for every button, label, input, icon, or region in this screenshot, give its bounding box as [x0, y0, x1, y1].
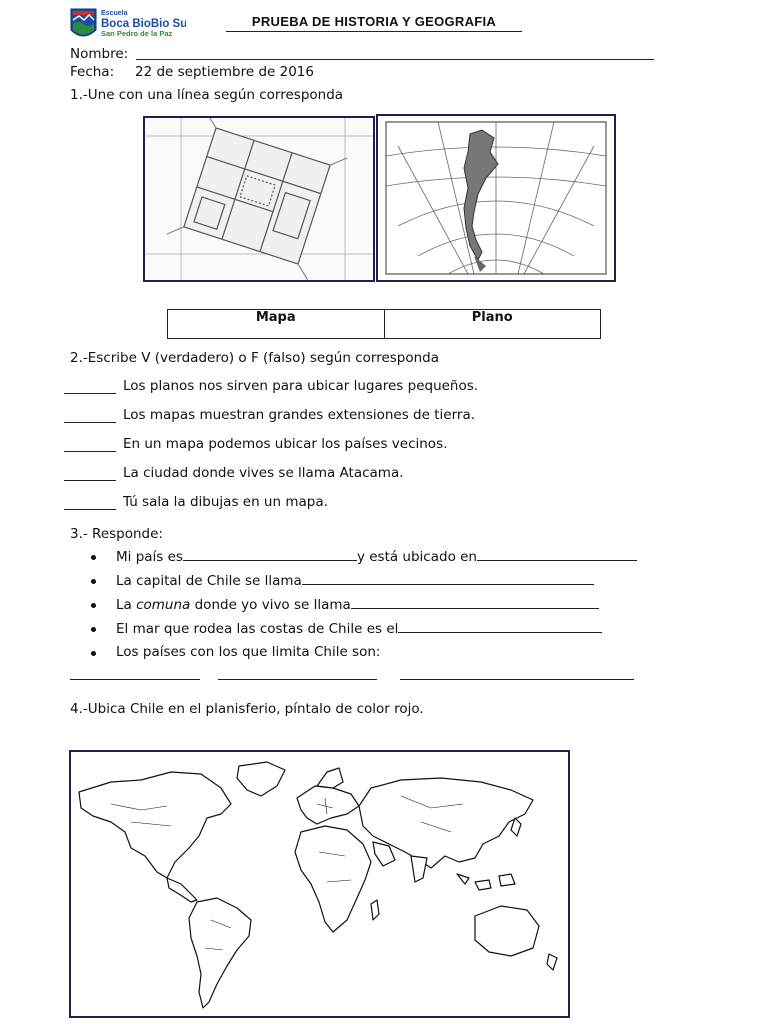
tf-row: [64, 436, 584, 454]
location-answer-blank[interactable]: [477, 548, 637, 561]
item3-text-b: donde yo vivo se llama: [194, 597, 351, 613]
border-country-blank[interactable]: [218, 679, 377, 680]
question-3-prompt: 3.- Responde:: [70, 526, 163, 542]
item1-text-b: y está ubicado en: [356, 549, 477, 565]
tf-statement: Los planos nos sirven para ubicar lugares pequeños.: [123, 378, 479, 394]
logo-line2: Boca BioBio Sur: [101, 18, 186, 30]
tf-answer-blank[interactable]: [64, 422, 116, 423]
tf-statement: Los mapas muestran grandes extensiones de tierra.: [123, 407, 476, 423]
item3-comuna: comuna: [136, 597, 191, 613]
name-label: Nombre:: [70, 46, 129, 62]
tf-answer-blank[interactable]: [64, 393, 116, 394]
tf-statement: Tú sala la dibujas en un mapa.: [123, 494, 328, 510]
page-title: PRUEBA DE HISTORIA Y GEOGRAFIA: [226, 14, 522, 32]
bullet-icon: [91, 651, 96, 656]
tf-answer-blank[interactable]: [64, 509, 116, 510]
capital-answer-blank[interactable]: [302, 572, 594, 585]
date-label: Fecha:: [70, 64, 115, 80]
world-map-image[interactable]: [69, 750, 570, 1018]
item4-text: El mar que rodea las costas de Chile es el: [116, 621, 399, 637]
tf-answer-blank[interactable]: [64, 480, 116, 481]
tf-answer-blank[interactable]: [64, 451, 116, 452]
bullet-icon: [91, 603, 96, 608]
border-country-blank[interactable]: [400, 679, 634, 680]
item1-text-a: Mi país es: [116, 549, 183, 565]
bullet-icon: [91, 627, 96, 632]
school-logo: [68, 6, 186, 42]
map-image: [376, 114, 616, 282]
item2-text: La capital de Chile se llama: [116, 573, 302, 589]
logo-line3: San Pedro de la Paz: [101, 29, 173, 38]
country-answer-blank[interactable]: [183, 548, 357, 561]
comuna-answer-blank[interactable]: [351, 596, 599, 609]
bullet-icon: [91, 555, 96, 560]
question-1-prompt: 1.-Une con una línea según corresponda: [70, 87, 344, 103]
match-option-mapa[interactable]: Mapa: [168, 310, 385, 338]
match-table: [167, 309, 601, 339]
tf-row: [64, 465, 584, 483]
logo-line1: Escuela: [101, 10, 128, 17]
tf-statement: En un mapa podemos ubicar los países vecinos.: [123, 436, 448, 452]
item3-text-a: La: [116, 597, 132, 613]
ocean-answer-blank[interactable]: [398, 620, 602, 633]
tf-row: [64, 407, 584, 425]
match-option-plano[interactable]: Plano: [471, 310, 513, 325]
date-value: 22 de septiembre de 2016: [135, 64, 314, 80]
item5-text: Los países con los que limita Chile son:: [116, 644, 381, 660]
tf-statement: La ciudad donde vives se llama Atacama.: [123, 465, 404, 481]
question-2-prompt: 2.-Escribe V (verdadero) o F (falso) según corresponda: [70, 350, 440, 366]
question-4-prompt: 4.-Ubica Chile en el planisferio, píntalo de color rojo.: [70, 701, 424, 717]
floor-plan-image: [143, 116, 375, 282]
bullet-icon: [91, 579, 96, 584]
border-country-blank[interactable]: [70, 679, 200, 680]
tf-row: [64, 378, 584, 396]
tf-row: [64, 494, 584, 512]
name-field-line[interactable]: [136, 59, 654, 60]
